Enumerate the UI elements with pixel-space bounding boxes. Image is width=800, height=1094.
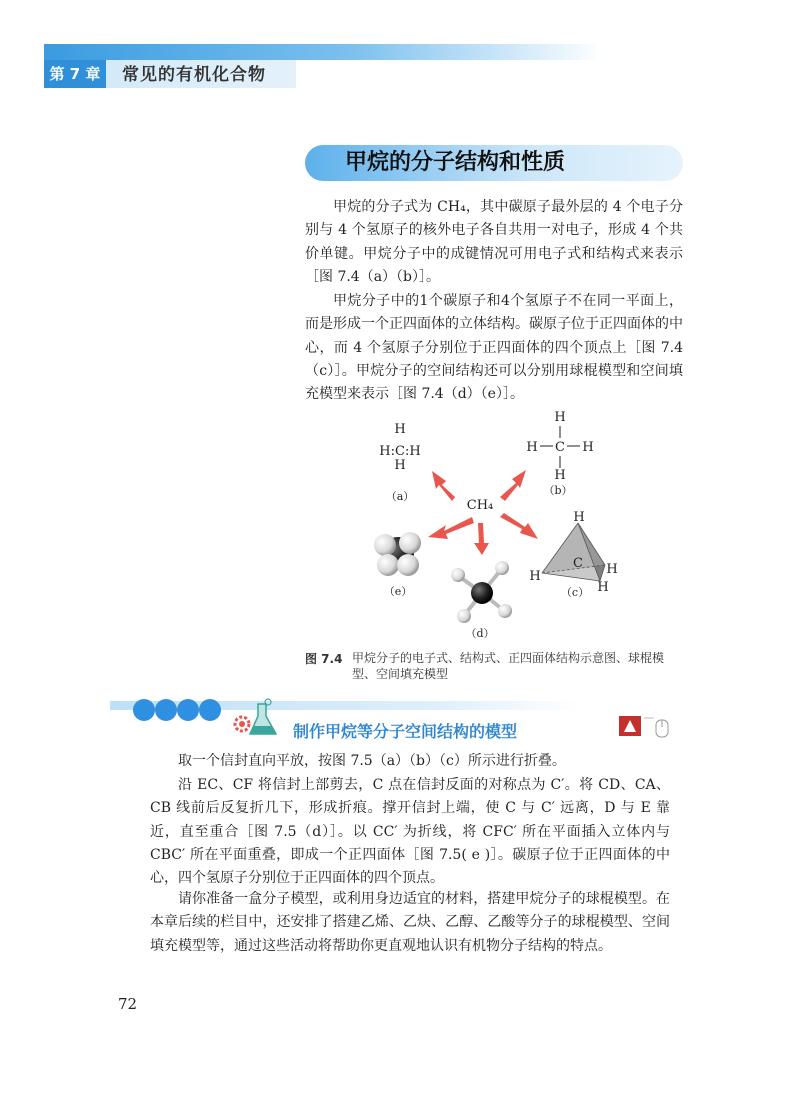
lab-flask-icon [228,694,284,740]
electron-formula-bottom-h: H [394,458,406,473]
arrow-to-d [474,523,489,555]
activity-dot [133,699,155,721]
activity-icons [618,714,674,740]
figure-caption: 甲烷分子的电子式、结构式、正四面体结构示意图、球棍模型、空间填充模型 [352,651,665,681]
structural-formula-atoms [526,410,593,483]
atom-h: H [554,410,566,425]
atom-h: H [526,440,538,455]
space-filling-model [374,532,421,576]
page-number: 72 [118,995,138,1013]
electron-formula [379,422,420,473]
chapter-title: 常见的有机化合物 [122,65,266,85]
ch4-center-label: CH₄ [466,498,494,513]
methane-structure-figure [360,405,660,645]
chapter-label: 第 7 章 [44,60,106,88]
activity-title: 制作甲烷等分子空间结构的模型 [293,722,518,741]
body-paragraph: 甲烷分子中的1个碳原子和4个氢原子不在同一平面上，而是形成一个正四面体的立体结构。碳原子位于正四面体的中心，而 4 个氢原子分别位于正四面体的四个顶点上［图 7.4（c）］。甲烷分子的空间结构还可以分别用球棍模型和空间填充模型来表示［图 7.4（d）（e）］。 [305,293,683,403]
label-a: （a） [385,490,415,503]
activity-book-icon [619,716,641,736]
figure-caption-number: 图 7.4 [305,652,343,666]
arrow-to-e [428,517,474,539]
activity-dot [177,699,199,721]
arrow-to-a [432,471,455,501]
atom-h: H [597,580,609,595]
tetrahedron-model [542,523,605,581]
section-title: 甲烷的分子结构和性质 [345,150,566,175]
ball-and-stick-model [451,561,512,623]
atom-h: H [573,510,585,525]
label-c: （c） [560,586,590,599]
mouse-icon [644,718,668,737]
atom-h: H [554,468,566,483]
activity-paragraph: 请你准备一盒分子模型，或利用身边适宜的材料，搭建甲烷分子的球棍模型。在本章后续的栏目中，还安排了搭建乙烯、乙炔、乙醇、乙酸等分子的球棍模型、空间填充模型等，通过这些活动将帮助你更直观地认识有机物分子结构的特点。 [150,891,670,954]
label-b: （b） [543,484,573,497]
electron-formula-middle: H:C:H [379,444,421,459]
body-paragraph: 甲烷的分子式为 CH₄，其中碳原子最外层的 4 个电子分别与 4 个氢原子的核外电子各自共用一对电子，形成 4 个共价单键。甲烷分子中的成键情况可用电子式和结构式来表示［图 7.4（a）（b）］。 [305,199,683,285]
atom-h: H [529,569,541,584]
label-e: （e） [383,585,413,598]
header-gradient-strip [44,44,604,60]
label-d: （d） [465,627,495,640]
atom-c: C [555,440,565,455]
arrow-to-c [500,513,538,539]
atom-h: H [606,562,618,577]
activity-dot [199,699,221,721]
activity-paragraph: 沿 EC、CF 将信封上部剪去，C 点在信封反面的对称点为 C′。将 CD、CA、CB 线前后反复折几下，形成折痕。撑开信封上端，使 C 与 C′ 远离，D 与 E 靠近，直至重合［图 7.5（d）］。以 CC′ 为折线，将 CFC′ 所在平面插入立体内与 CBC′ 所在平面重叠，即成一个正四面体［图 7.5( e )］。碳原子位于正四面体的中心，四个氢原子分别位于正四面体的四个顶点。 [150,777,670,887]
arrow-to-b [500,470,526,501]
activity-dot [155,699,177,721]
electron-formula-top-h: H [394,422,406,437]
activity-paragraph: 取一个信封直向平放，按图 7.5（a）（b）（c）所示进行折叠。 [178,753,566,769]
atom-c: C [573,556,583,571]
atom-h: H [582,440,594,455]
